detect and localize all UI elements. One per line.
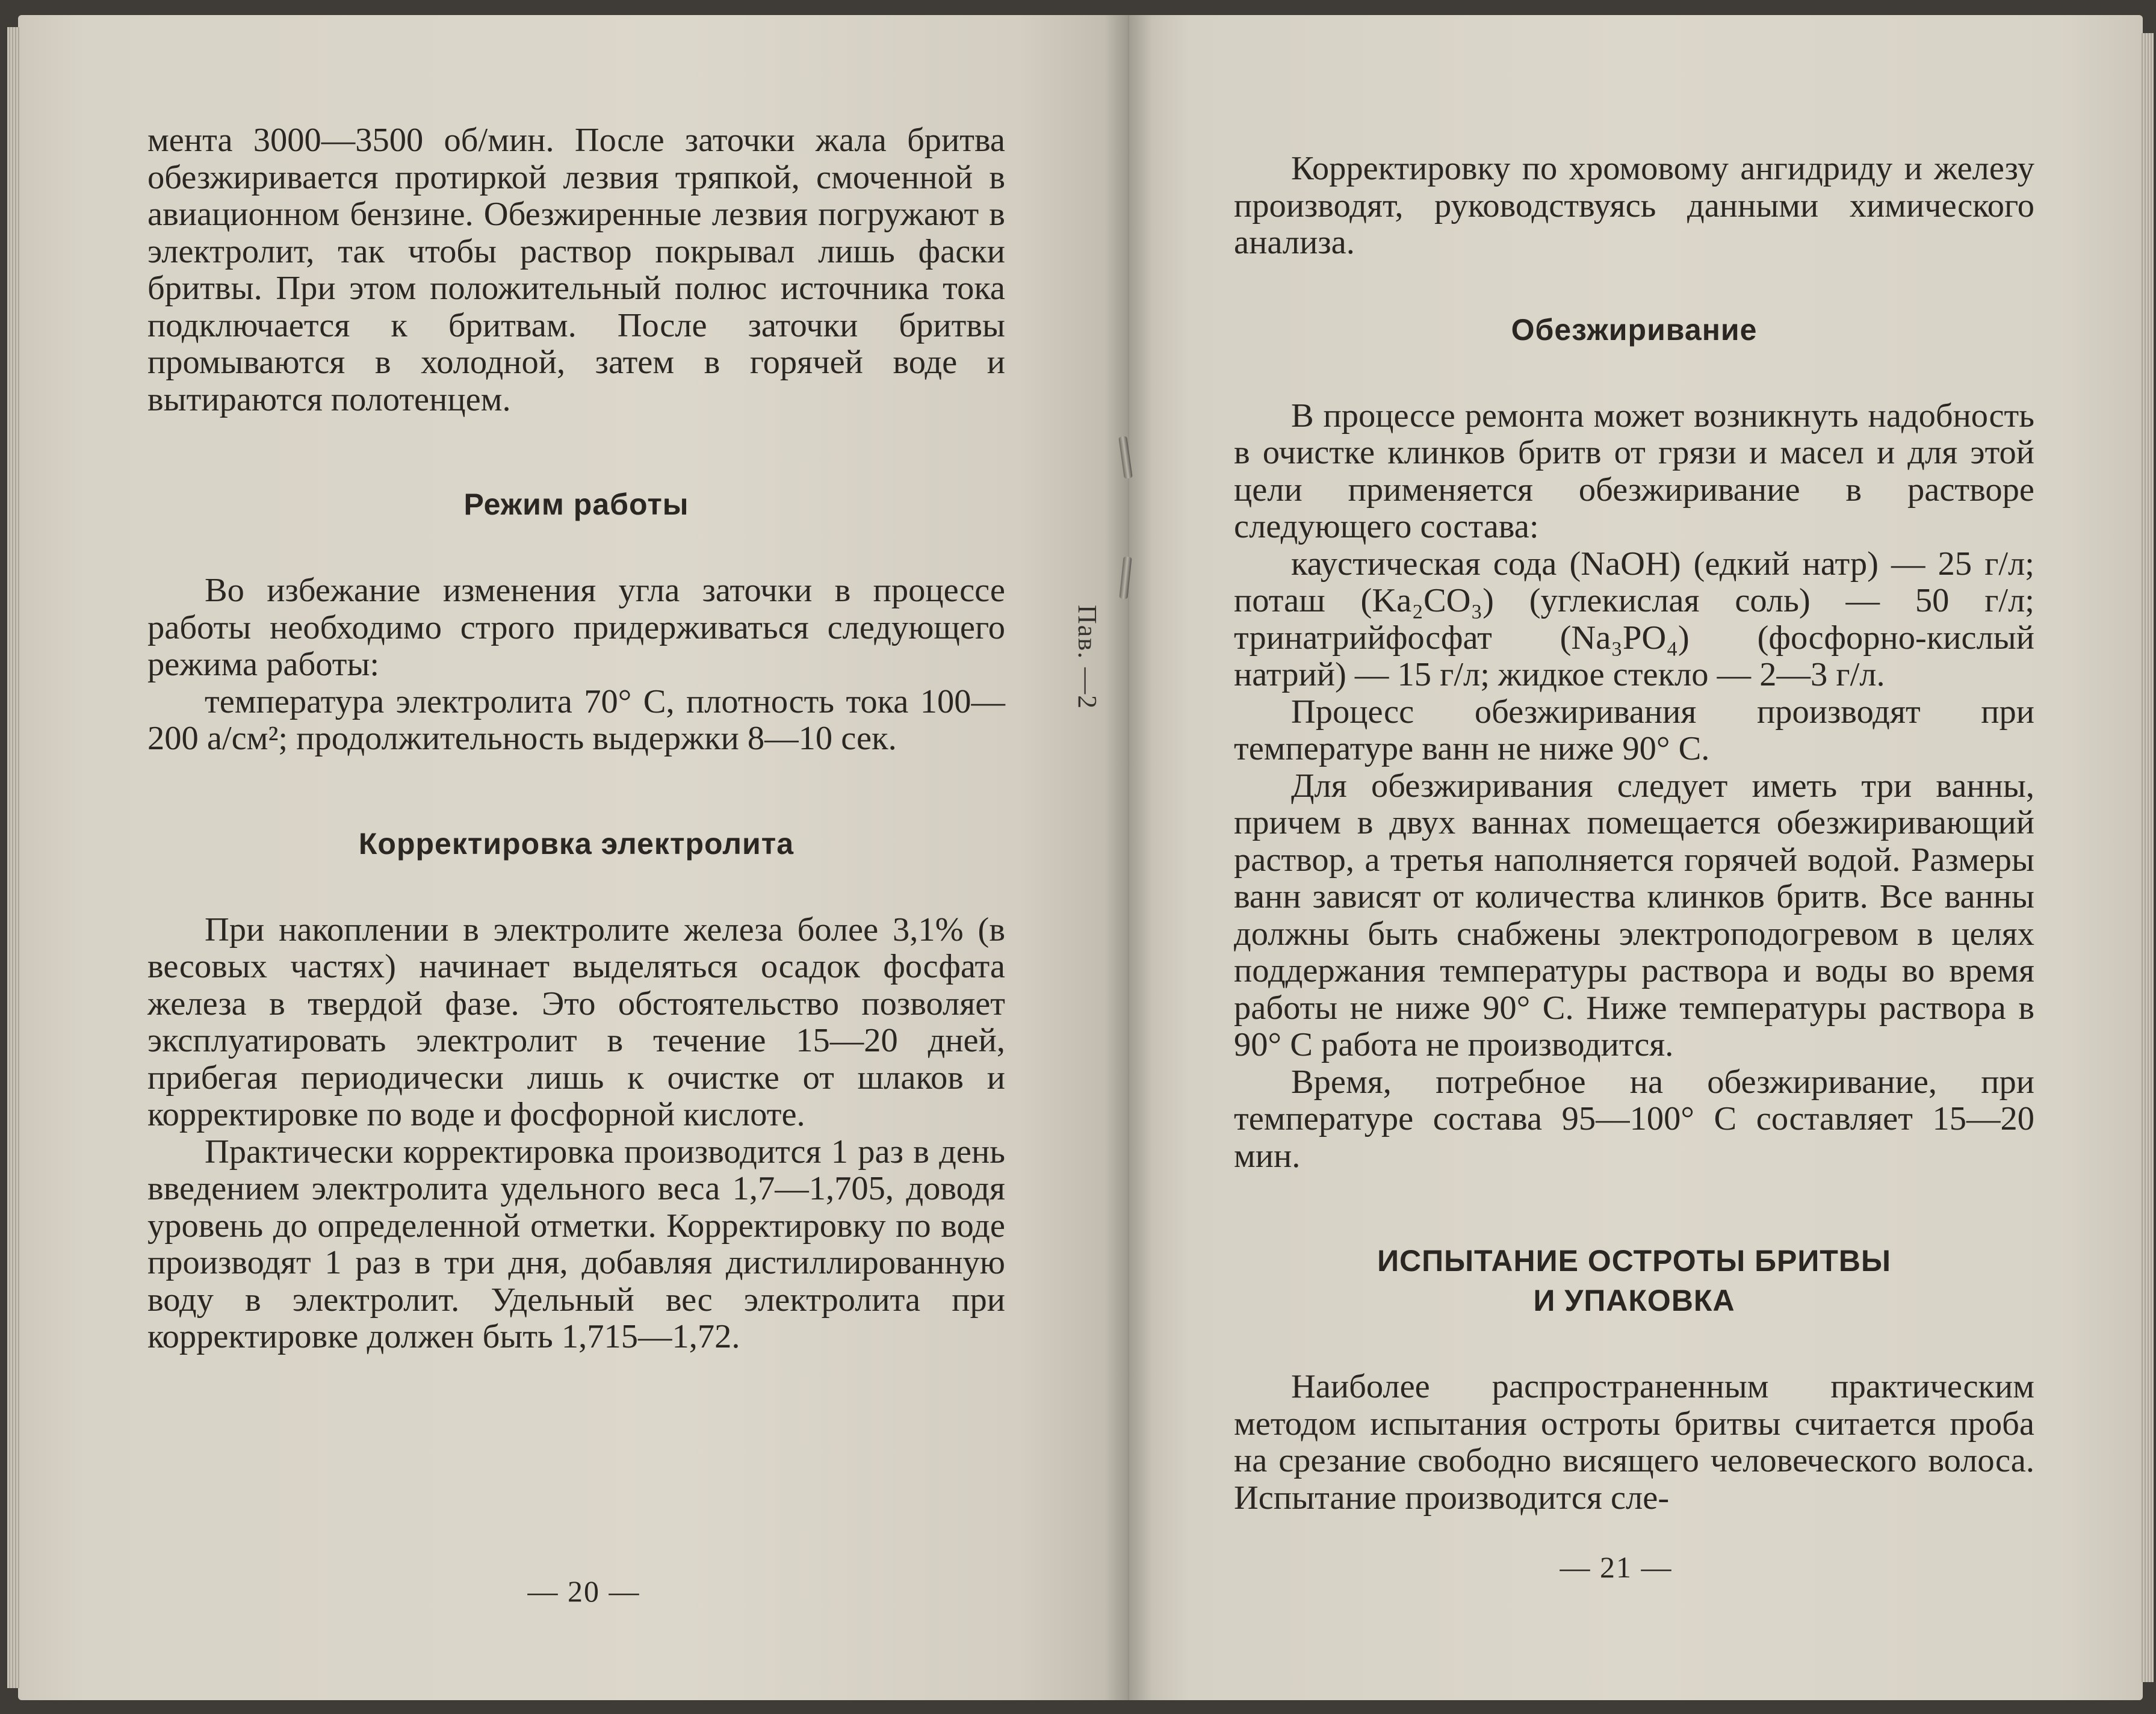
left-paragraph-4: При накоплении в электролите железа более 3,1% (в весовых частях) начинает выделяться осадок фосфата железа в твердой фазе. Это обстоятельство позволяет эксплуатировать электролит в течение 15—20 дней, прибегая периодически лишь к очистке от шлаков и корректировке по воде и фосфорной кислоте. bbox=[147, 911, 1005, 1133]
right-page bbox=[1129, 15, 2143, 1700]
spine-signature-mark: Пав. —2 bbox=[1073, 605, 1102, 710]
right-paragraph-2: В процессе ремонта может возникнуть надобность в очистке клинков бритв от грязи и масел и для этой цели применяется обезжиривание в растворе следующего состава: bbox=[1234, 397, 2034, 545]
right-text-column bbox=[1234, 150, 2034, 1517]
left-paragraph-1: мента 3000—3500 об/мин. После заточки жала бритва обезжиривается протиркой лезвия тряпкой, смоченной в авиационном бензине. Обезжиренные лезвия погружают в электролит, так чтобы раствор покрывал лишь фаски бритвы. При этом положительный полюс источника тока подключается к бритвам. После заточки бритвы промываются в холодной, затем в горячей воде и вытираются полотенцем. bbox=[147, 122, 1005, 418]
heading-ispytanie-line-1: ИСПЫТАНИЕ ОСТРОТЫ БРИТВЫ bbox=[1377, 1244, 1891, 1278]
page-number-20: — 20 — bbox=[527, 1574, 640, 1608]
right-paragraph-4: Процесс обезжиривания производят при температуре ванн не ниже 90° С. bbox=[1234, 693, 2034, 767]
right-paragraph-7: Наиболее распространенным практическим методом испытания остроты бритвы считается проба на срезание свободно висящего человеческого волоса. Испытание производится сле- bbox=[1234, 1368, 2034, 1517]
heading-ispytanie-line-2: И УПАКОВКА bbox=[1533, 1284, 1735, 1317]
left-paragraph-3: температура электролита 70° С, плотность тока 100—200 а/см²; продолжительность выдержки 8—10 сек. bbox=[147, 682, 1005, 757]
right-paragraph-5: Для обезжиривания следует иметь три ванны, причем в двух ваннах помещается обезжиривающий раствор, а третья наполняется горячей водой. Размеры ванн зависят от количества клинков бритв. Все ванны должны быть снабжены электроподогревом в целях поддержания температуры раствора и воды во время работы не ниже 90° С. Ниже температуры раствора в 90° С работа не производится. bbox=[1234, 767, 2034, 1063]
right-paragraph-6: Время, потребное на обезжиривание, при температуре состава 95—100° С составляет 15—20 мин. bbox=[1234, 1063, 2034, 1175]
heading-obezzhirivanie: Обезжиривание bbox=[1511, 312, 1758, 347]
left-page bbox=[18, 15, 1129, 1700]
page-stack-edge-left bbox=[7, 27, 19, 1688]
left-text-column bbox=[147, 122, 1005, 1356]
page-number-21: — 21 — bbox=[1560, 1550, 1673, 1584]
heading-korrektirovka-elektrolita: Корректировка электролита bbox=[358, 826, 795, 861]
left-paragraph-2: Во избежание изменения угла заточки в процессе работы необходимо строго придерживаться следующего режима работы: bbox=[147, 572, 1005, 683]
book-gutter-shadow bbox=[1104, 15, 1153, 1700]
left-paragraph-5: Практически корректировка производится 1 раз в день введением электролита удельного веса 1,7—1,705, доводя уровень до определенной отметки. Корректировку по воде производят 1 раз в три дня, добавляя дистиллированную воду в электролит. Удельный вес электролита при корректировке должен быть 1,715—1,72. bbox=[147, 1133, 1005, 1355]
book-spread bbox=[18, 15, 2143, 1700]
page-stack-edge-right bbox=[2142, 33, 2154, 1682]
right-paragraph-3: каустическая сода (NaOH) (едкий натр) — 25 г/л; поташ (Ka₂CO₃) (углекислая соль) — 50 г/л; тринатрийфосфат (Na₃PO₄) (фосфорно-кислый натрий) — 15 г/л; жидкое стекло — 2—3 г/л. bbox=[1234, 545, 2034, 693]
heading-rezhim-raboty: Режим работы bbox=[463, 487, 689, 521]
right-paragraph-1: Корректировку по хромовому ангидриду и железу производят, руководствуясь данными химического анализа. bbox=[1234, 150, 2034, 261]
